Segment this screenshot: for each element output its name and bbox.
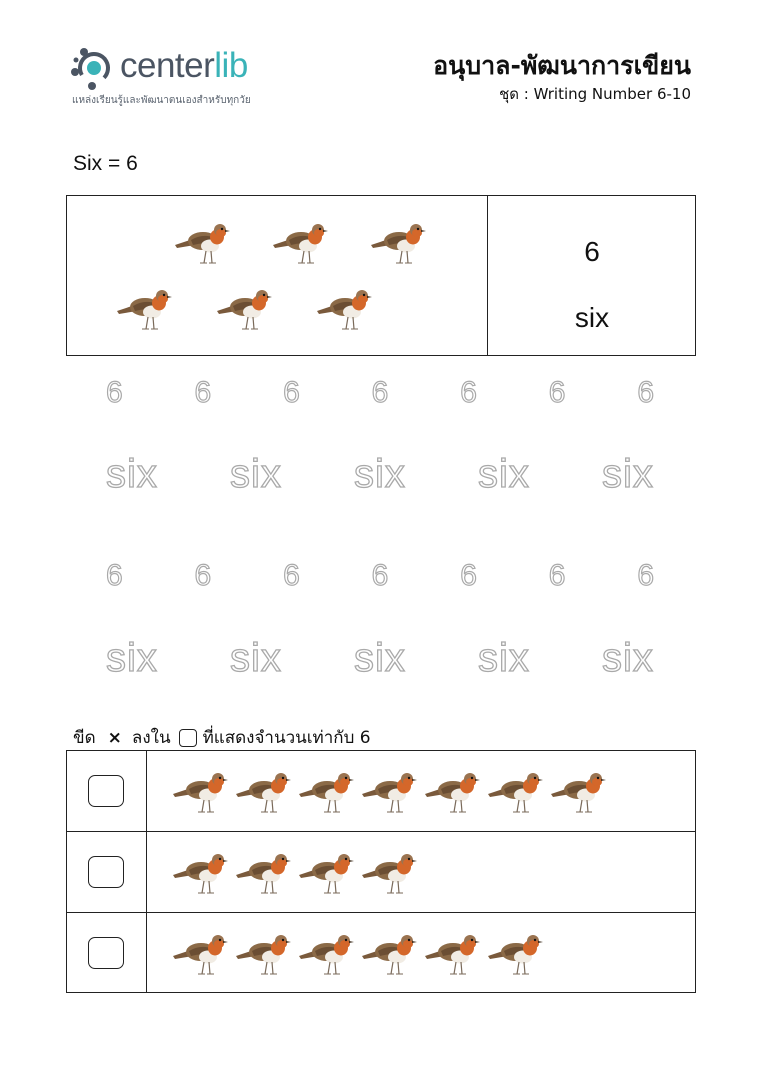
worksheet-subtitle: ชุด : Writing Number 6-10 (499, 85, 691, 103)
trace-digit: 6 (105, 376, 123, 409)
counting-box (66, 195, 696, 356)
trace-word: six (478, 636, 530, 680)
trace-digit: 6 (371, 376, 389, 409)
trace-word: six (354, 636, 406, 680)
robin-bird-icon (549, 767, 607, 815)
robin-bird-icon (423, 929, 481, 977)
robin-bird-icon (234, 848, 292, 896)
robin-bird-icon (486, 767, 544, 815)
trace-digit: 6 (637, 559, 654, 592)
trace-word: six (602, 452, 654, 496)
table-divider (67, 831, 695, 832)
robin-bird-icon (486, 929, 544, 977)
robin-bird-icon (271, 218, 329, 266)
robin-bird-icon (171, 848, 229, 896)
trace-word: six (106, 452, 158, 496)
answer-checkbox[interactable] (88, 937, 124, 969)
trace-word-row (70, 636, 690, 681)
trace-word: six (478, 452, 530, 496)
robin-bird-icon (360, 848, 418, 896)
robin-bird-icon (234, 929, 292, 977)
worksheet-title: อนุบาล-พัฒนาการเขียน (433, 51, 691, 80)
cross-mark-icon: × (107, 727, 122, 748)
robin-bird-icon (369, 218, 427, 266)
number-heading: Six = 6 (73, 152, 138, 175)
exercise-instruction (73, 724, 371, 751)
trace-digit: 6 (194, 559, 212, 592)
instruction-text: ขีด (73, 728, 96, 748)
answer-digit: 6 (584, 236, 600, 267)
trace-word: six (230, 636, 282, 680)
trace-digit-row (70, 559, 690, 593)
robin-bird-icon (297, 929, 355, 977)
trace-digit: 6 (460, 376, 477, 409)
trace-digit-row (70, 376, 690, 410)
robin-bird-icon (115, 284, 173, 332)
robin-bird-icon (171, 767, 229, 815)
trace-word: six (602, 636, 654, 680)
instruction-text: ลงใน (131, 728, 171, 748)
trace-digit: 6 (283, 376, 300, 409)
trace-digit: 6 (548, 559, 566, 592)
table-divider (67, 912, 695, 913)
robin-bird-icon (360, 767, 418, 815)
trace-digit: 6 (194, 376, 212, 409)
brand-name: centerlib (120, 46, 248, 85)
robin-bird-icon (173, 218, 231, 266)
checkbox-icon (179, 729, 197, 747)
robin-bird-icon (315, 284, 373, 332)
robin-bird-icon (234, 767, 292, 815)
table-divider (146, 751, 147, 992)
robin-bird-icon (215, 284, 273, 332)
trace-word: six (106, 636, 158, 680)
trace-word: six (354, 452, 406, 496)
robin-bird-icon (297, 848, 355, 896)
instruction-text: ที่แสดงจำนวนเท่ากับ 6 (202, 728, 371, 748)
brand-logo (70, 40, 310, 112)
answer-checkbox[interactable] (88, 775, 124, 807)
trace-digit: 6 (548, 376, 566, 409)
trace-digit: 6 (637, 376, 654, 409)
robin-bird-icon (423, 767, 481, 815)
trace-digit: 6 (105, 559, 123, 592)
trace-digit: 6 (460, 559, 477, 592)
trace-word-row (70, 452, 690, 497)
molecule-logo-icon (70, 42, 118, 90)
answer-checkbox[interactable] (88, 856, 124, 888)
brand-tagline: แหล่งเรียนรู้และพัฒนาตนเองสำหรับทุกวัย (72, 95, 251, 106)
robin-bird-icon (171, 929, 229, 977)
answer-word: six (574, 302, 610, 333)
trace-digit: 6 (371, 559, 389, 592)
robin-bird-icon (360, 929, 418, 977)
robin-bird-icon (297, 767, 355, 815)
trace-word: six (230, 452, 282, 496)
trace-digit: 6 (283, 559, 300, 592)
answer-table (66, 750, 696, 993)
